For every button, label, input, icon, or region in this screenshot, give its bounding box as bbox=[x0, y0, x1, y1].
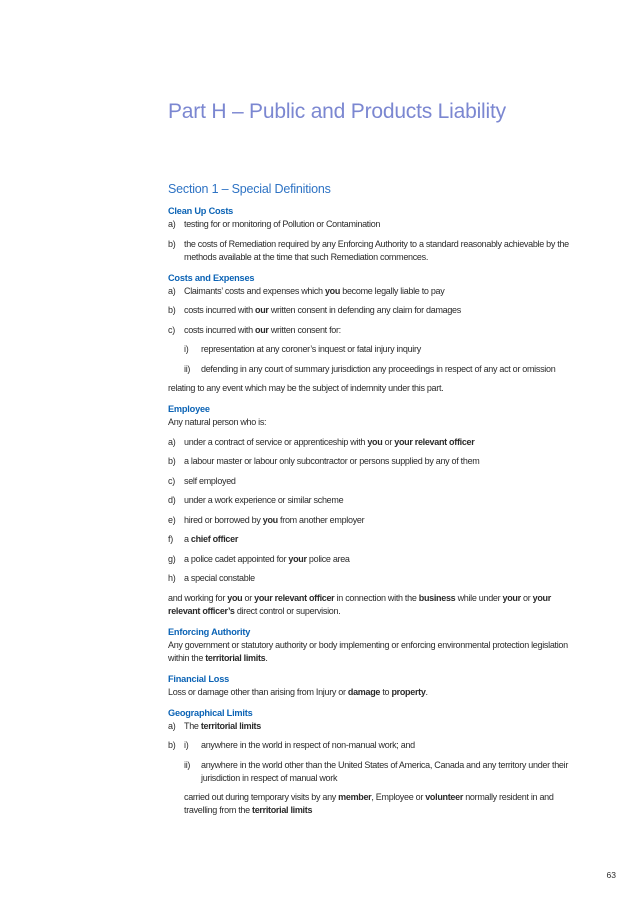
list-marker: g) bbox=[168, 553, 176, 564]
definition-heading: Enforcing Authority bbox=[168, 626, 251, 637]
bold-term: your bbox=[288, 553, 307, 564]
list-item bbox=[168, 494, 570, 507]
text-run: or bbox=[520, 592, 533, 603]
text-run: costs incurred with bbox=[184, 305, 256, 315]
list-item bbox=[168, 739, 570, 752]
definition-financial-loss bbox=[168, 673, 570, 699]
list-marker: a) bbox=[168, 219, 176, 229]
text-run: a police cadet appointed for bbox=[184, 553, 289, 564]
text-run: a special constable bbox=[184, 573, 255, 583]
text-run: or bbox=[382, 436, 395, 447]
bold-term: your relevant officer’s bbox=[168, 592, 551, 616]
paragraph bbox=[168, 686, 570, 699]
text-run: under a contract of service or apprenticeship with bbox=[184, 436, 368, 447]
list-item bbox=[168, 304, 570, 317]
bold-term: territorial limits bbox=[205, 652, 266, 663]
text-run: testing for or monitoring of Pollution or Contamination bbox=[184, 219, 381, 229]
list-text bbox=[184, 455, 570, 468]
bold-term: your bbox=[502, 592, 521, 603]
list-marker: a) bbox=[168, 285, 176, 296]
text-run: from another employer bbox=[277, 514, 365, 525]
text-run: to bbox=[380, 686, 392, 697]
text-run: in connection with the bbox=[334, 592, 419, 603]
definition-heading: Clean Up Costs bbox=[168, 206, 234, 216]
list-text bbox=[184, 436, 570, 449]
text-run: self employed bbox=[184, 475, 236, 486]
text-run: costs incurred with bbox=[184, 324, 256, 335]
list-item bbox=[184, 343, 570, 356]
bold-term: you bbox=[324, 285, 341, 296]
paragraph bbox=[184, 791, 570, 817]
bold-term: you bbox=[367, 436, 383, 447]
list-item bbox=[168, 324, 570, 337]
list-text bbox=[184, 238, 570, 264]
list-text bbox=[184, 218, 570, 231]
definitions bbox=[168, 205, 570, 817]
text-run: or bbox=[242, 592, 255, 603]
list-text bbox=[201, 759, 570, 785]
list-item bbox=[184, 759, 570, 785]
definition-clean-up-costs bbox=[168, 205, 570, 264]
list-text bbox=[184, 494, 570, 507]
page-number: 63 bbox=[606, 870, 616, 880]
paragraph bbox=[168, 592, 570, 618]
bold-term: territorial limits bbox=[252, 805, 313, 815]
list-marker: ii) bbox=[184, 759, 191, 770]
list-marker: b) bbox=[168, 740, 176, 750]
bold-term: you bbox=[227, 592, 243, 603]
list-text bbox=[184, 324, 570, 337]
bold-term: member bbox=[338, 792, 372, 802]
document-page bbox=[168, 98, 570, 824]
list-marker: i) bbox=[184, 344, 189, 354]
definition-heading: Employee bbox=[168, 404, 210, 414]
bold-term: territorial limits bbox=[200, 720, 261, 731]
list-marker: c) bbox=[168, 475, 175, 486]
text-run: direct control or supervision. bbox=[234, 605, 341, 616]
text-run: and working for bbox=[168, 592, 228, 603]
text-run: the costs of Remediation required by any Enforcing Authority to a standard reasonably achievable by the methods available at the time that such Remediation commences. bbox=[184, 238, 569, 262]
text-run: hired or borrowed by bbox=[184, 514, 263, 525]
text-run: defending in any court of summary jurisdiction any proceedings in respect of any act or omission bbox=[201, 363, 556, 374]
text-run: Claimants’ costs and expenses which bbox=[184, 285, 325, 296]
bold-term: volunteer bbox=[425, 792, 464, 802]
bold-term: your relevant officer bbox=[254, 592, 335, 603]
list-marker: b) bbox=[168, 238, 176, 249]
text-run: anywhere in the world other than the United States of America, Canada and any territory under their jurisdiction in respect of manual work bbox=[201, 759, 569, 783]
list-text bbox=[184, 720, 570, 733]
list-item bbox=[168, 720, 570, 733]
text-run: Any government or statutory authority or body implementing or enforcing environmental protection legislation within the bbox=[168, 639, 568, 663]
bold-term: our bbox=[255, 324, 269, 335]
text-run: , Employee or bbox=[371, 792, 426, 802]
list-item bbox=[184, 363, 570, 376]
list-text bbox=[184, 475, 570, 488]
text-run: The bbox=[184, 720, 201, 731]
text-run: written consent for: bbox=[268, 324, 341, 335]
bold-term: property bbox=[391, 686, 426, 697]
text-run: a bbox=[184, 534, 191, 544]
paragraph bbox=[168, 639, 570, 665]
list-item bbox=[168, 514, 570, 527]
list-item bbox=[168, 553, 570, 566]
paragraph bbox=[168, 416, 570, 429]
list-item bbox=[168, 572, 570, 585]
list-marker: a) bbox=[168, 436, 176, 447]
page-title: Part H – Public and Products Liability bbox=[168, 100, 506, 123]
text-run: . bbox=[265, 652, 268, 663]
list-text bbox=[184, 304, 570, 317]
list-item bbox=[168, 285, 570, 298]
definition-heading: Geographical Limits bbox=[168, 707, 253, 718]
text-run: police area bbox=[306, 553, 350, 564]
bold-term: damage bbox=[347, 686, 381, 697]
sub-list-marker: i) bbox=[184, 740, 189, 750]
list-item bbox=[168, 436, 570, 449]
list-marker: c) bbox=[168, 324, 175, 335]
text-run: relating to any event which may be the subject of indemnity under this part. bbox=[168, 383, 444, 393]
definition-heading: Financial Loss bbox=[168, 673, 230, 684]
definition-geographical-limits bbox=[168, 707, 570, 818]
list-marker: h) bbox=[168, 573, 176, 583]
list-text bbox=[184, 285, 570, 298]
text-run: Loss or damage other than arising from Injury or bbox=[168, 686, 348, 697]
text-run: representation at any coroner’s inquest or fatal injury inquiry bbox=[201, 344, 421, 354]
list-text bbox=[184, 553, 570, 566]
bold-term: your relevant officer bbox=[394, 436, 475, 447]
list-marker: a) bbox=[168, 720, 176, 731]
paragraph bbox=[168, 382, 570, 395]
list-item bbox=[168, 218, 570, 231]
list-marker: e) bbox=[168, 514, 176, 525]
list-marker: ii) bbox=[184, 363, 191, 374]
definition-employee bbox=[168, 403, 570, 618]
text-run: become legally liable to pay bbox=[340, 285, 445, 296]
text-run: Any natural person who is: bbox=[168, 417, 267, 427]
list-item bbox=[168, 475, 570, 488]
list-text bbox=[201, 343, 570, 356]
list-text bbox=[184, 533, 570, 546]
list-text bbox=[184, 572, 570, 585]
text-run: normally resident in and travelling from the bbox=[184, 792, 554, 815]
list-text bbox=[201, 739, 570, 752]
text-run: under a work experience or similar scheme bbox=[184, 495, 344, 505]
text-run: while under bbox=[455, 592, 503, 603]
list-text bbox=[184, 514, 570, 527]
definition-costs-and-expenses bbox=[168, 272, 570, 396]
text-run: . bbox=[425, 686, 428, 697]
definition-enforcing-authority bbox=[168, 626, 570, 665]
list-marker: b) bbox=[168, 305, 176, 315]
text-run: carried out during temporary visits by any bbox=[184, 792, 339, 802]
list-item bbox=[168, 238, 570, 264]
list-marker: f) bbox=[168, 534, 173, 544]
list-text bbox=[201, 363, 570, 376]
bold-term: business bbox=[418, 592, 456, 603]
text-run: written consent in defending any claim for damages bbox=[268, 305, 461, 315]
list-item bbox=[168, 533, 570, 546]
text-run: a labour master or labour only subcontractor or persons supplied by any of them bbox=[184, 456, 480, 466]
section-title: Section 1 – Special Definitions bbox=[168, 182, 331, 196]
list-marker: b) bbox=[168, 456, 176, 466]
bold-term: you bbox=[262, 514, 278, 525]
list-marker: d) bbox=[168, 495, 176, 505]
definition-heading: Costs and Expenses bbox=[168, 272, 255, 283]
bold-term: chief officer bbox=[190, 534, 239, 544]
bold-term: our bbox=[255, 305, 269, 315]
list-item bbox=[168, 455, 570, 468]
text-run: anywhere in the world in respect of non-manual work; and bbox=[201, 740, 415, 750]
